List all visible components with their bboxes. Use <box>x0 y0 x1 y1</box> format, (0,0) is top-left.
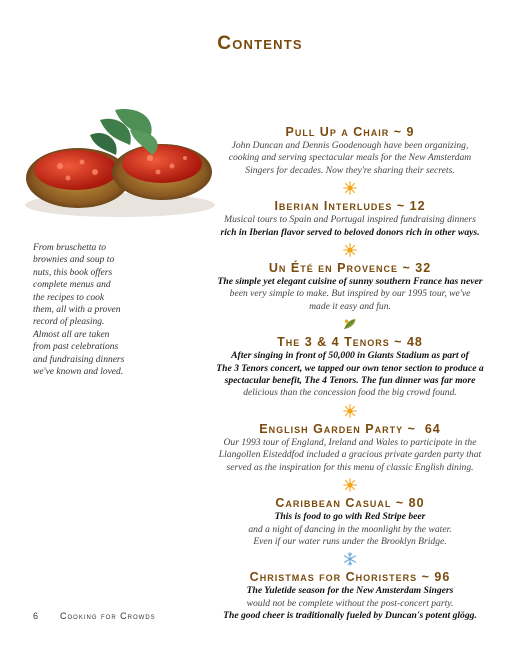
section-title[interactable]: The 3 & 4 Tenors ~ 48 <box>277 335 423 350</box>
book-title: Cooking for Crowds <box>60 611 156 621</box>
section-line: Musical tours to Spain and Portugal inspired fundraising dinners <box>224 214 476 226</box>
sun-icon <box>343 404 357 418</box>
section-line: and a night of dancing in the moonlight by the water. <box>248 523 452 535</box>
section-line: spectacular benefit, The 4 Tenors. The fun dinner was far more <box>224 375 476 387</box>
section-line: The good cheer is traditionally fueled by Duncan's potent glögg. <box>223 610 477 622</box>
section-line: The simple yet elegant cuisine of sunny southern France has never <box>217 276 483 288</box>
section-line: Llangollen Eisteddfod included a gracious private garden party that <box>218 449 482 461</box>
section-line: rich in Iberian flavor served to beloved donors rich in other ways. <box>220 226 480 238</box>
section-title[interactable]: Christmas for Choristers ~ 96 <box>249 570 451 585</box>
section-line: would not be complete without the post-concert party. <box>246 597 454 609</box>
section-line: served as the inspiration for this menu of classic English dining. <box>226 461 474 473</box>
section-un-ete-en-provence <box>200 261 500 313</box>
separator <box>200 177 500 199</box>
leaf-icon <box>342 317 358 331</box>
sidebar-line: record of pleasing. <box>33 317 105 328</box>
sun-icon <box>343 478 357 492</box>
section-line: made it easy and fun. <box>309 300 391 312</box>
sidebar-line: and fundraising dinners <box>33 354 125 365</box>
section-iberian-interludes <box>200 199 500 239</box>
section-title[interactable]: Un Été en Provence ~ 32 <box>268 261 432 276</box>
section-line: After singing in front of 50,000 in Giants Stadium as part of <box>231 350 469 362</box>
page-number: 6 <box>33 611 39 621</box>
sun-icon <box>343 181 357 195</box>
section-line: cooking and serving spectacular meals for the New Amsterdam <box>228 152 472 164</box>
separator <box>200 474 500 496</box>
separator <box>200 400 500 422</box>
sidebar-line: nuts, this book offers <box>33 267 113 278</box>
section-line: been very simple to make. But inspired by our 1995 tour, we've <box>229 288 471 300</box>
page-title: Contents <box>217 33 303 54</box>
page-footer <box>33 611 156 621</box>
sidebar-line: From bruschetta to <box>33 243 107 253</box>
sidebar-blurb <box>33 242 133 378</box>
sidebar-line: the recipes to cook <box>33 292 105 303</box>
sidebar-line: them, all with a proven <box>33 305 121 316</box>
section-line: This is food to go with Red Stripe beer <box>274 511 426 523</box>
separator <box>200 548 500 570</box>
sidebar-line: brownies and soup to <box>33 255 115 266</box>
section-christmas-for-choristers <box>200 570 500 622</box>
section-line: Our 1993 tour of England, Ireland and Wales to participate in the <box>223 436 477 448</box>
section-line: delicious than the concession food the big crowd found. <box>243 387 457 399</box>
section-pull-up-a-chair <box>200 125 500 177</box>
section-line: The Yuletide season for the New Amsterdam Singers <box>246 585 454 597</box>
sidebar-line: complete menus and <box>33 280 111 291</box>
section-tenors <box>200 335 500 400</box>
section-line: The 3 Tenors concert, we tapped our own tenor section to produce a <box>216 362 484 374</box>
section-title[interactable]: Iberian Interludes ~ 12 <box>274 199 426 214</box>
section-english-garden-party <box>200 422 500 474</box>
bruschetta-photo <box>20 100 220 220</box>
section-line: Even if our water runs under the Brooklyn Bridge. <box>253 535 447 547</box>
section-caribbean-casual <box>200 496 500 548</box>
contents-list <box>200 125 500 623</box>
section-title[interactable]: English Garden Party ~ 64 <box>259 421 441 436</box>
sidebar-line: Almost all are taken <box>33 329 110 340</box>
separator <box>200 239 500 261</box>
section-line: Singers for decades. Now they're sharing their secrets. <box>245 164 455 176</box>
separator <box>200 313 500 335</box>
section-line: John Duncan and Dennis Goodenough have been organizing, <box>231 140 469 151</box>
sidebar-line: from past celebrations <box>33 342 119 353</box>
section-title[interactable]: Pull Up a Chair ~ 9 <box>285 125 415 139</box>
section-title[interactable]: Caribbean Casual ~ 80 <box>275 496 425 511</box>
snowflake-icon <box>343 552 357 566</box>
sun-icon <box>343 243 357 257</box>
sidebar-line: we've known and loved. <box>33 367 124 378</box>
